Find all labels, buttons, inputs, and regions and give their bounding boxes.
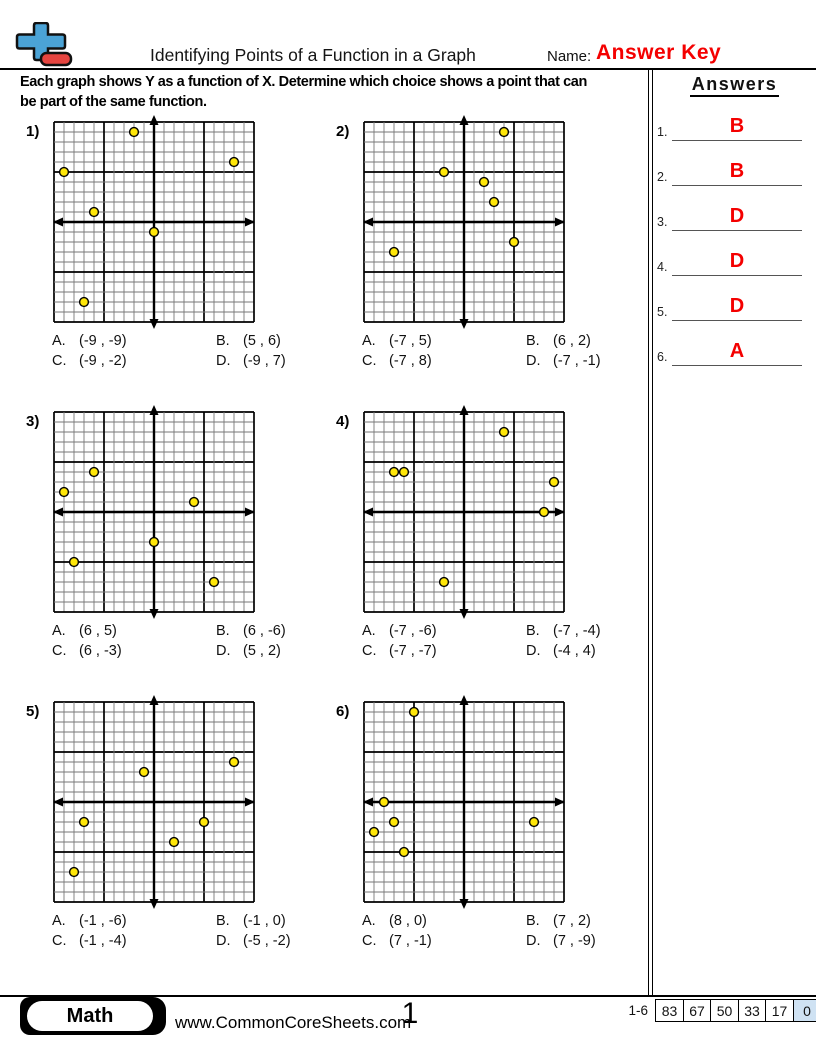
coordinate-grid-graph [53, 121, 255, 323]
answer-blank-4 [655, 249, 807, 275]
choice-label: C. [362, 353, 377, 369]
answer-choices [362, 622, 612, 661]
website-url: www.CommonCoreSheets.com [175, 1013, 412, 1032]
answer-number: 1. [657, 125, 668, 139]
choice-b [526, 912, 612, 931]
choice-label: B. [526, 333, 540, 349]
plus-minus-logo-icon [14, 22, 76, 68]
instructions-line-1: Each graph shows Y as a function of X. Determine which choice shows a point that can [20, 74, 587, 90]
choice-d [526, 932, 612, 951]
choice-label: C. [362, 643, 377, 659]
choice-value: (-5 , -2) [243, 933, 291, 949]
choice-label: A. [52, 913, 66, 929]
choice-value: (-1 , 0) [243, 913, 286, 929]
problem-6 [336, 701, 626, 961]
problem-3 [26, 411, 316, 671]
score-box: 67 [683, 999, 712, 1022]
choice-label: B. [526, 913, 540, 929]
header-divider-line [0, 68, 816, 70]
choice-value: (-7 , 8) [389, 353, 432, 369]
choice-d [216, 352, 302, 371]
score-box: 50 [710, 999, 739, 1022]
choice-label: C. [52, 353, 67, 369]
choice-a [52, 912, 216, 931]
choice-value: (-1 , -4) [79, 933, 127, 949]
choice-label: A. [52, 623, 66, 639]
choice-value: (-1 , -6) [79, 913, 127, 929]
choice-value: (-7 , 5) [389, 333, 432, 349]
choice-c [362, 352, 526, 371]
score-box: 33 [738, 999, 767, 1022]
score-box-highlighted: 0 [793, 999, 816, 1022]
answers-panel-divider [648, 68, 653, 995]
answer-key-label: Answer Key [596, 41, 722, 64]
answer-blank-2 [655, 159, 807, 185]
choice-value: (7 , -1) [389, 933, 432, 949]
choice-value: (5 , 2) [243, 643, 281, 659]
choice-label: A. [362, 623, 376, 639]
answer-letter: D [729, 295, 745, 317]
problem-number: 4) [336, 413, 350, 430]
problem-5 [26, 701, 316, 961]
choice-label: B. [526, 623, 540, 639]
instructions-text [20, 73, 668, 112]
name-label: Name: [547, 48, 592, 65]
choice-label: B. [216, 333, 230, 349]
problem-number: 5) [26, 703, 40, 720]
answer-blank-1 [655, 114, 807, 140]
choice-d [216, 932, 302, 951]
choice-value: (-7 , -1) [553, 353, 601, 369]
answer-letter: B [729, 115, 745, 137]
problem-number: 6) [336, 703, 350, 720]
choice-label: B. [216, 913, 230, 929]
answer-underline [672, 230, 802, 232]
choice-d [526, 642, 612, 661]
choice-label: B. [216, 623, 230, 639]
coordinate-grid-graph [53, 701, 255, 903]
choice-b [526, 622, 612, 641]
coordinate-grid-graph [363, 411, 565, 613]
choice-value: (-9 , -2) [79, 353, 127, 369]
choice-value: (-7 , -4) [553, 623, 601, 639]
problem-number: 2) [336, 123, 350, 140]
choice-a [362, 912, 526, 931]
choice-label: A. [362, 913, 376, 929]
choice-label: D. [216, 933, 231, 949]
problem-range-label: 1-6 [628, 1003, 648, 1018]
answer-underline [672, 140, 802, 142]
instructions-line-2: be part of the same function. [20, 93, 207, 110]
worksheet-title: Identifying Points of a Function in a Graph [150, 45, 476, 65]
score-box: 83 [655, 999, 684, 1022]
answer-letter: A [729, 340, 745, 362]
answer-number: 6. [657, 350, 668, 364]
answer-underline [672, 275, 802, 277]
subject-badge-label: Math [27, 1001, 153, 1031]
answer-blank-5 [655, 294, 807, 320]
problem-number: 1) [26, 123, 40, 140]
choice-label: A. [52, 333, 66, 349]
choice-label: D. [526, 643, 541, 659]
choice-d [216, 642, 302, 661]
choice-value: (-9 , 7) [243, 353, 286, 369]
choice-label: D. [216, 643, 231, 659]
choice-c [52, 352, 216, 371]
answer-number: 2. [657, 170, 668, 184]
choice-label: D. [216, 353, 231, 369]
choice-value: (6 , -6) [243, 623, 286, 639]
choice-value: (5 , 6) [243, 333, 281, 349]
problem-number: 3) [26, 413, 40, 430]
answer-blank-3 [655, 204, 807, 230]
choice-a [52, 332, 216, 351]
choice-a [362, 332, 526, 351]
answer-choices [52, 622, 302, 661]
answer-letter: D [729, 205, 745, 227]
answer-choices [362, 912, 612, 951]
answer-number: 5. [657, 305, 668, 319]
answer-underline [672, 320, 802, 322]
choice-b [526, 332, 612, 351]
answer-blank-6 [655, 339, 807, 365]
choice-label: C. [362, 933, 377, 949]
choice-value: (6 , -3) [79, 643, 122, 659]
answers-panel-title [653, 74, 816, 95]
choice-value: (8 , 0) [389, 913, 427, 929]
problem-4 [336, 411, 626, 671]
choice-value: (7 , -9) [553, 933, 596, 949]
choice-label: A. [362, 333, 376, 349]
choice-value: (7 , 2) [553, 913, 591, 929]
choice-label: D. [526, 933, 541, 949]
answer-number: 3. [657, 215, 668, 229]
choice-d [526, 352, 612, 371]
choice-value: (-4 , 4) [553, 643, 596, 659]
page-number: 1 [401, 997, 419, 1030]
choice-a [52, 622, 216, 641]
choice-b [216, 912, 302, 931]
choice-label: C. [52, 643, 67, 659]
answer-choices [362, 332, 612, 371]
answer-underline [672, 185, 802, 187]
answer-underline [672, 365, 802, 367]
score-box: 17 [765, 999, 794, 1022]
coordinate-grid-graph [363, 701, 565, 903]
choice-label: D. [526, 353, 541, 369]
problem-2 [336, 121, 626, 381]
choice-c [52, 932, 216, 951]
choice-value: (6 , 2) [553, 333, 591, 349]
coordinate-grid-graph [53, 411, 255, 613]
answer-choices [52, 332, 302, 371]
answer-letter: B [729, 160, 745, 182]
choice-c [52, 642, 216, 661]
choice-c [362, 642, 526, 661]
choice-value: (-7 , -6) [389, 623, 437, 639]
choice-value: (-7 , -7) [389, 643, 437, 659]
answer-letter: D [729, 250, 745, 272]
answer-number: 4. [657, 260, 668, 274]
choice-b [216, 332, 302, 351]
coordinate-grid-graph [363, 121, 565, 323]
choice-value: (6 , 5) [79, 623, 117, 639]
subject-badge [20, 997, 166, 1035]
problem-1 [26, 121, 316, 381]
answer-choices [52, 912, 302, 951]
choice-label: C. [52, 933, 67, 949]
choice-b [216, 622, 302, 641]
choice-a [362, 622, 526, 641]
logo-minus-shape [41, 53, 71, 65]
answers-title-text: Answers [690, 74, 780, 97]
choice-c [362, 932, 526, 951]
choice-value: (-9 , -9) [79, 333, 127, 349]
score-table [655, 999, 816, 1022]
